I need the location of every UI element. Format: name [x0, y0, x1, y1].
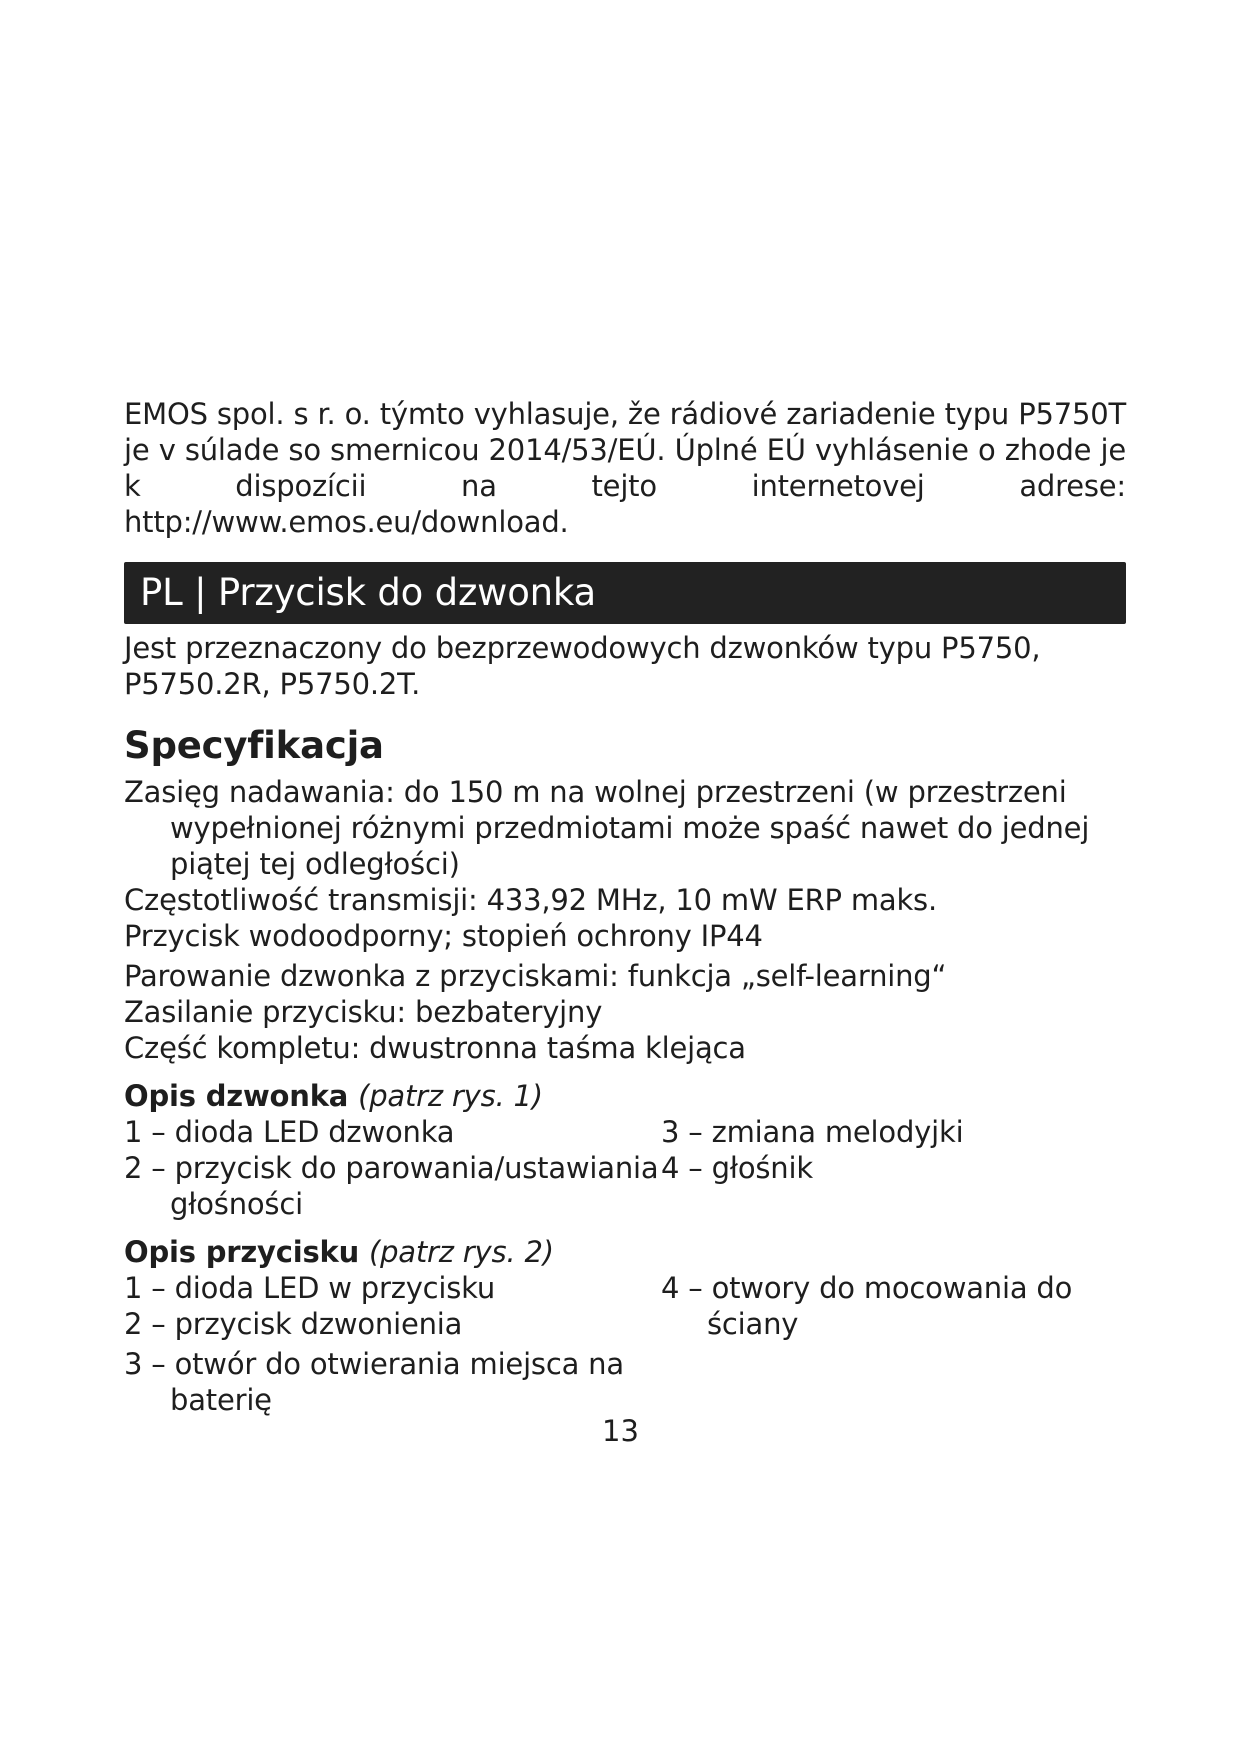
document-page	[124, 396, 1126, 1418]
button-heading-text: Opis przycisku	[124, 1235, 360, 1269]
button-parts-list	[124, 1270, 1126, 1418]
intro-paragraph: Jest przeznaczony do bezprzewodowych dzwonków typu P5750, P5750.2R, P5750.2T.	[124, 631, 1041, 701]
bell-parts-list	[124, 1114, 1126, 1222]
spec-item: Zasięg nadawania: do 150 m na wolnej przestrzeni (w przestrzeni wypełnionej różnymi przedmiotami może spaść nawet do jednej piątej tej odległości)	[124, 775, 1090, 881]
button-description-heading	[124, 1234, 1126, 1270]
declaration-paragraph: EMOS spol. s r. o. týmto vyhlasuje, že rádiové zariadenie typu P5750T je v súlade so smernicou 2014/53/EÚ. Úplné EÚ vyhlásenie o zhode je k dispozícii na tejto internetovej adrese: http://www.emos.eu/download.	[124, 397, 1126, 539]
bell-heading-text: Opis dzwonka	[124, 1079, 349, 1113]
spec-item: Zasilanie przycisku: bezbateryjny	[124, 995, 603, 1029]
page-number: 13	[602, 1414, 639, 1448]
button-part-item: 4 – otwory do mocowania do ściany	[661, 1271, 1073, 1341]
bell-part-item: 1 – dioda LED dzwonka	[124, 1115, 455, 1149]
bell-part-item: 2 – przycisk do parowania/ustawiania głośności	[124, 1151, 659, 1221]
button-part-item: 1 – dioda LED w przycisku	[124, 1271, 496, 1305]
bell-part-item: 4 – głośnik	[661, 1151, 813, 1185]
bell-part-item: 3 – zmiana melodyjki	[661, 1115, 964, 1149]
spec-item: Częstotliwość transmisji: 433,92 MHz, 10 mW ERP maks.	[124, 883, 937, 917]
bell-description-heading	[124, 1078, 1126, 1114]
bell-figure-ref: (patrz rys. 1)	[358, 1079, 543, 1113]
spec-item: Przycisk wodoodporny; stopień ochrony IP44	[124, 919, 763, 953]
spec-item: Parowanie dzwonka z przyciskami: funkcja „self-learning“	[124, 959, 947, 993]
section-title: PL | Przycisk do dzwonka	[140, 571, 596, 614]
spec-item: Część kompletu: dwustronna taśma klejąca	[124, 1031, 746, 1065]
button-figure-ref: (patrz rys. 2)	[368, 1235, 554, 1269]
section-header-bar	[124, 562, 1126, 624]
spec-list	[124, 774, 1126, 1066]
button-part-item: 2 – przycisk dzwonienia	[124, 1307, 463, 1341]
spec-heading: Specyfikacja	[124, 724, 384, 767]
button-part-item: 3 – otwór do otwierania miejsca na baterię	[124, 1347, 624, 1417]
